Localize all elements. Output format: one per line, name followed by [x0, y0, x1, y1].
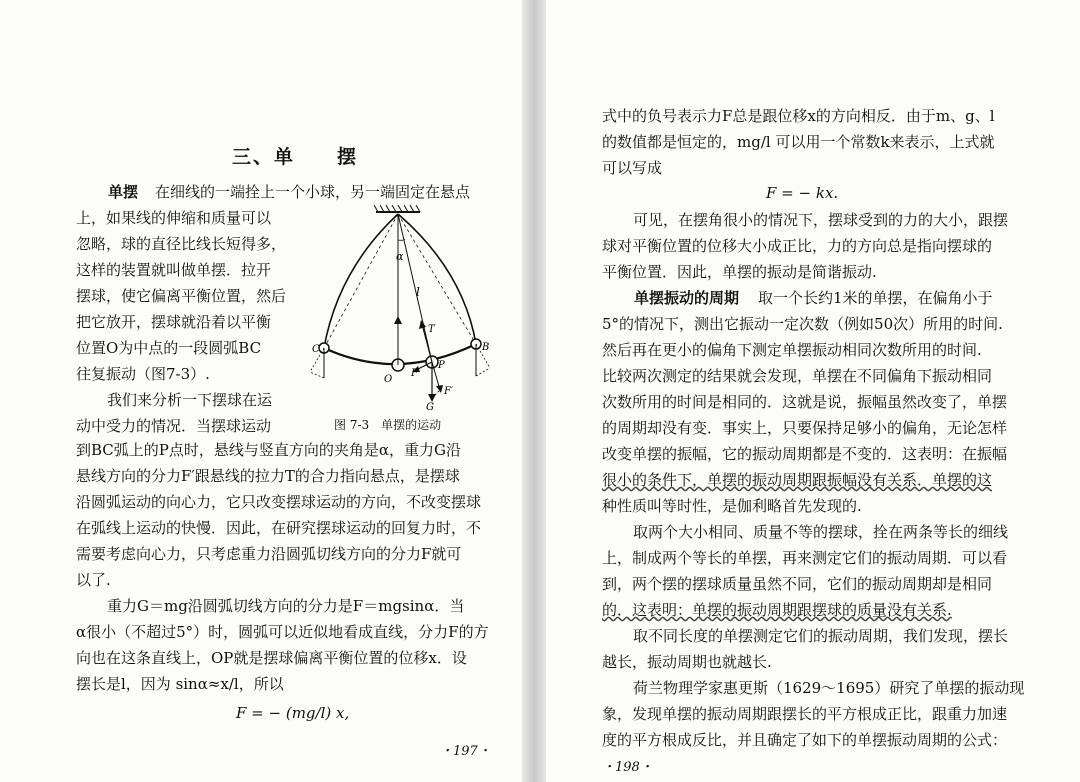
term-pendulum-period: 单摆振动的周期	[634, 289, 740, 307]
text-line: 取两个大小相同、质量不等的摆球，拴在两条等长的细线	[618, 523, 1009, 541]
text-line: 然后再在更小的偏角下测定单摆振动相同次数所用的时间.	[602, 341, 982, 359]
text-line: 在细线的一端拴上一个小球，另一端固定在悬点	[155, 183, 471, 201]
right-page	[546, 0, 1080, 782]
text-line: 悬线方向的分力F′跟悬线的拉力T的合力指向悬点，是摆球	[76, 467, 460, 485]
text-line: 以了.	[76, 571, 111, 589]
text-line: 5°的情况下，测出它振动一定次数（例如50次）所用的时间.	[602, 315, 1003, 333]
text-line: 摆球，使它偏离平衡位置，然后	[76, 287, 287, 305]
label-length: l	[416, 285, 420, 299]
formula-hooke: F = − kx.	[766, 184, 839, 202]
text-line: 的周期却没有变．事实上，只要保持足够小的偏角，无论怎样	[602, 419, 1008, 437]
label-gravity-g: G	[426, 402, 434, 413]
label-point-b: B	[482, 342, 490, 353]
page-number: ・197・	[440, 744, 491, 759]
text-line: 摆长是l，因为 sinα≈x/l，所以	[76, 675, 284, 693]
label-tension: T	[428, 324, 435, 335]
text-line: 我们来分析一下摆球在运	[92, 391, 273, 409]
label-point-c: C	[312, 344, 320, 355]
text-line: 动中受力的情况．当摆球运动	[76, 417, 272, 435]
text-line-emphasis: 的．这表明：单摆的振动周期跟摆球的质量没有关系.	[602, 601, 952, 619]
book-gutter	[522, 0, 546, 782]
term-simple-pendulum: 单摆	[108, 183, 139, 201]
text-line: 次数所用的时间是相同的．这就是说，振幅虽然改变了，单摆	[602, 393, 1008, 411]
text-line: 沿圆弧运动的向心力，它只改变摆球运动的方向，不改变摆球	[76, 493, 482, 511]
text-line: 到BC弧上的P点时，悬线与竖直方向的夹角是α，重力G沿	[76, 441, 461, 459]
text-line: 需要考虑向心力，只考虑重力沿圆弧切线方向的分力F就可	[76, 545, 462, 563]
text-line: 可以写成	[602, 159, 663, 177]
figure-caption: 图 7-3 单摆的运动	[334, 418, 442, 432]
text-line: 到，两个摆的摆球质量虽然不同，它们的振动周期却是相同	[602, 575, 993, 593]
text-line: 平衡位置．因此，单摆的振动是简谐振动.	[602, 263, 877, 281]
text-line: 把它放开，摆球就沿着以平衡	[76, 313, 272, 331]
text-line: 取一个长约1米的单摆，在偏角小于	[758, 289, 993, 307]
text-line: 位置O为中点的一段圆弧BC	[76, 339, 262, 357]
text-line: 的数值都是恒定的，mg/l 可以用一个常数k来表示，上式就	[602, 133, 995, 151]
text-line: 比较两次测定的结果就会发现，单摆在不同偏角下振动相同	[602, 367, 993, 385]
text-line: 象，发现单摆的振动周期跟摆长的平方根成正比，跟重力加速	[602, 705, 1008, 723]
text-line: 可见，在摆角很小的情况下，摆球受到的力的大小，跟摆	[618, 211, 1009, 229]
text-line: 球对平衡位置的位移大小成正比，力的方向总是指向摆球的	[602, 237, 993, 255]
text-line: 重力G＝mg沿圆弧切线方向的分力是F＝mgsinα．当	[92, 597, 465, 615]
text-line: 荷兰物理学家惠更斯（1629～1695）研究了单摆的振动现	[618, 679, 1025, 697]
text-line: 度的平方根成反比，并且确定了如下的单摆振动周期的公式：	[602, 731, 1008, 749]
label-force-f-prime: F′	[444, 386, 454, 397]
text-line: 式中的负号表示力F总是跟位移x的方向相反．由于m、g、l	[602, 107, 995, 125]
label-point-o: O	[384, 374, 393, 385]
text-line: 种性质叫等时性，是伽利略首先发现的.	[602, 497, 862, 515]
text-line: 往复振动（图7-3）.	[76, 365, 210, 383]
pendulum-figure	[298, 200, 498, 415]
text-line: 上，如果线的伸缩和质量可以	[76, 209, 272, 227]
page-number: ・198・	[602, 760, 653, 775]
text-line: α很小（不超过5°）时，圆弧可以近似地看成直线，分力F的方	[76, 623, 489, 641]
text-line: 这样的装置就叫做单摆．拉开	[76, 261, 272, 279]
text-line: 忽略，球的直径比线长短得多，	[76, 235, 287, 253]
text-line: 改变单摆的振幅，它的振动周期都是不变的．这表明：在振幅	[602, 445, 1008, 463]
text-line: 上，制成两个等长的单摆，再来测定它们的振动周期．可以看	[602, 549, 1008, 567]
label-point-p: P	[438, 360, 445, 371]
text-line: 向也在这条直线上，OP就是摆球偏离平衡位置的位移x．设	[76, 649, 467, 667]
text-line: 取不同长度的单摆测定它们的振动周期，我们发现，摆长	[618, 627, 1009, 645]
section-title: 三、单 摆	[232, 146, 359, 168]
formula-restoring-force: F = − (mg/l) x,	[236, 704, 350, 722]
text-line: 在弧线上运动的快慢．因此，在研究摆球运动的回复力时，不	[76, 519, 482, 537]
left-page	[0, 0, 522, 782]
text-line: 越长，振动周期也就越长.	[602, 653, 772, 671]
label-alpha: α	[396, 250, 404, 263]
text-line-emphasis: 很小的条件下，单摆的振动周期跟振幅没有关系．单摆的这	[602, 471, 993, 489]
label-force-f: F	[411, 368, 418, 379]
